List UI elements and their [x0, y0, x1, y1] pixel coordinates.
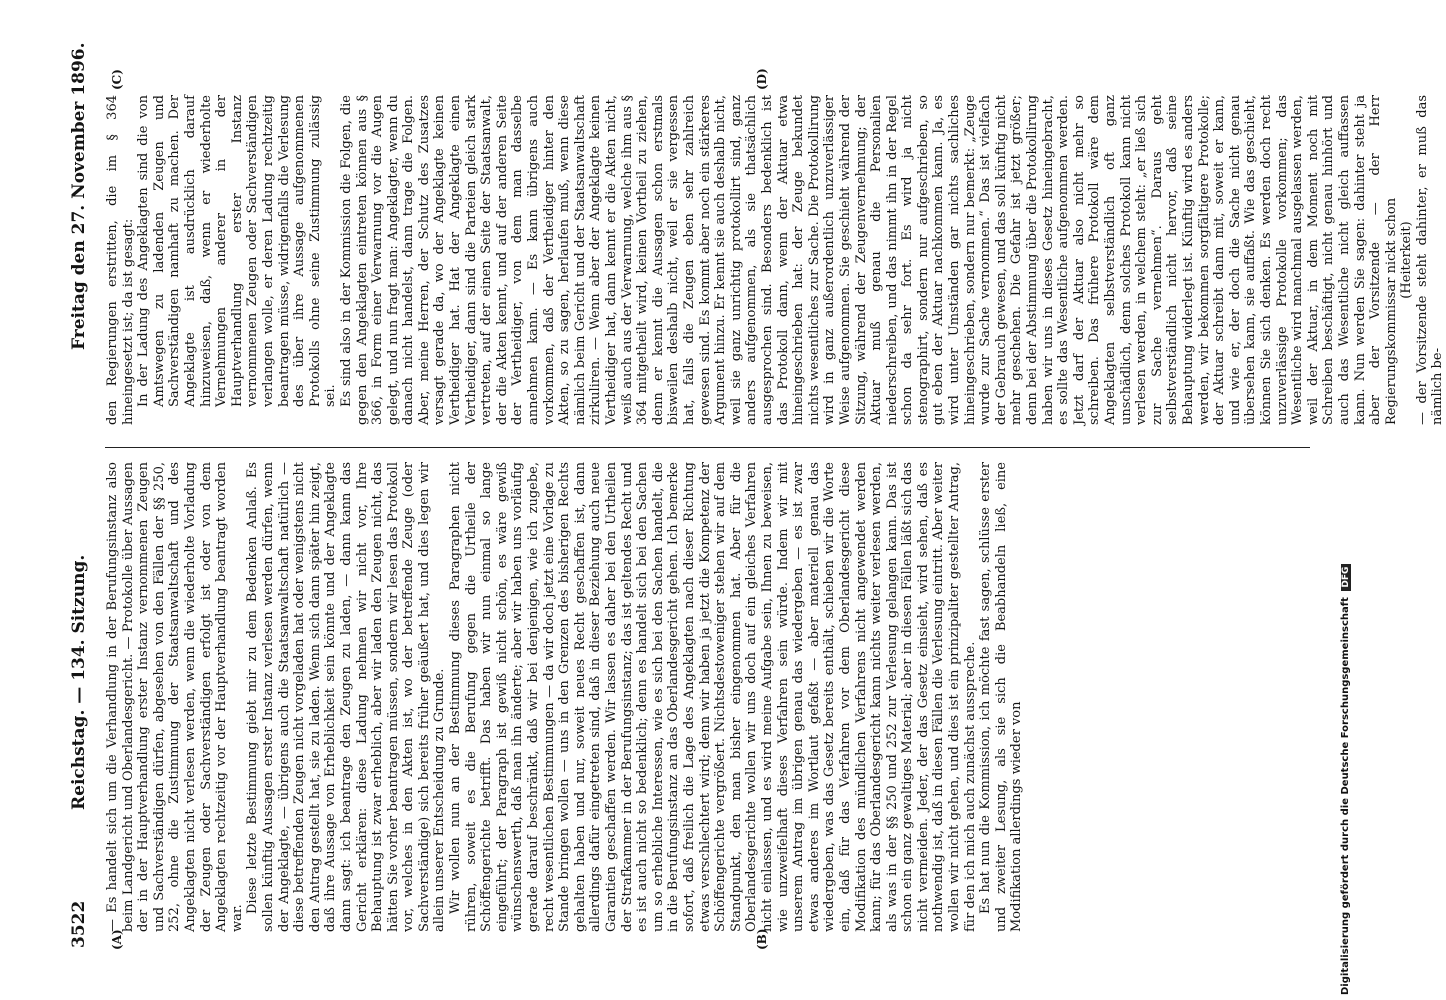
paragraph: Es hat nun die Kommission, ich möchte fast sagen, schlüsse erster und zweiter Lesung, als sie sich die Beabhandeln ließ, eine Modifikation allerdings wieder von: [978, 462, 1025, 932]
page-number: 3522: [69, 900, 89, 948]
margin-mark-c: (C): [110, 69, 124, 90]
left-column: [105, 462, 1310, 932]
margin-mark-a: (A): [110, 929, 124, 950]
paragraph: Diese letzte Bestimmung giebt mir zu dem Bedenken Anlaß. Es sollen künftig Aussagen erster Instanz verlesen werden dürfen, wenn der Angeklagte, — übrigens auch die Staatsanwaltschaft natürlich — diese betreffenden Zeugen nicht vorgeladen hat oder wenigstens nicht den Antrag gestellt hat, sie zu laden. Wenn sich dann später hin zeigt, daß ihre Aussage von Erheblichkeit sein könnte und der Angeklagte dann sagt: ich beantrage den Zeugen zu laden, — dann kann das Gericht erklären: diese Ladung nehmen wir nicht vor, Ihre Behauptung ist zwar erheblich, aber wir laden den Zeugen nicht, das hätten Sie vorher beantragen müssen, sondern wir lesen das Protokoll vor, welches in den Akten ist, wo der betreffende Zeuge (oder Sachverständige) sich bereits früher geäußert hat, und dies legen wir allein unserer Entscheidung zu Grunde.: [245, 462, 448, 932]
header-title: Reichstag. — 134. Sitzung.: [69, 554, 89, 810]
interjection: (Heiterkeit): [1399, 221, 1415, 299]
dfg-logo: DFG: [1341, 564, 1351, 591]
quoted-paragraph: In der Ladung des Angeklagten sind die von Amtswegen zu ladenden Zeugen und Sachverständigen namhaft zu machen. Der Angeklagte ist ausdrücklich darauf hinzuweisen, daß, wenn er wiederholte Vernehmungen anderer in der Hauptverhandlung erster Instanz vernommenen Zeugen oder Sachverständigen verlangen wolle, er deren Ladung rechtzeitig beantragen müsse, widrigenfalls die Verlesung des über ihre Aussage aufgenommenen Protokolls ohne seine Zustimmung zulässig sei.: [136, 95, 339, 407]
right-column: [105, 95, 1446, 425]
paragraph: — der Vorsitzende steht dahinter, er muß das nämlich be-: [1414, 95, 1446, 425]
column-divider: [105, 447, 1310, 448]
margin-mark-d: (D): [755, 68, 769, 90]
paragraph: Es sind also in der Kommission die Folgen, die gegen den Angeklagten eintreten können aus § 366, in Form einer Verwarnung vor die Augen gelegt, und nun fragt man: Angeklagter, wenn du danach nicht handelst, dann trage die Folgen. Aber, meine Herren, der Schutz des Zusatzes versagt gerade da, wo der Angeklagte keinen Vertheidiger hat. Hat der Angeklagte einen Vertheidiger, dann sind die Parteien gleich stark vertreten, auf der einen Seite der Staatsanwalt, der die Akten kennt, und auf der anderen Seite der Vertheidiger, von dem man dasselbe annehmen kann. — Es kann übrigens auch vorkommen, daß der Vertheidiger hinter den Akten, so zu sagen, herlaufen muß, wenn diese nämlich beim Gericht und der Staatsanwaltschaft zirkuliren. — Wenn aber der Angeklagte keinen Vertheidiger hat, dann kennt er die Akten nicht, weiß auch aus der Verwarnung, welche ihm aus § 364 mitgetheilt wird, keinen Vortheil zu ziehen, denn er kennt die Aussagen schon erstmals bisweilen deshalb nicht, weil er sie vergessen hat, falls die Zeugen eben sehr zahlreich gewesen sind. Es kommt aber noch ein stärkeres Argument hinzu. Er kennt sie auch deshalb nicht, weil sie ganz unrichtig protokollirt sind, ganz anders aufgenommen, als sie thatsächlich ausgesprochen sind. Besonders bedenklich ist das Protokoll dann, wenn der Aktuar etwa hineingeschrieben hat: der Zeuge bekundet nichts wesentliches zur Sache. Die Protokollirung wird in ganz außerordentlich unzuverlässiger Weise aufgenommen. Sie geschieht während der Sitzung, während der Zeugenvernehmung; der Aktuar muß genau die Personalien niederschreiben, und das nimmt ihn in der Regel schon da sehr fort. Es wird ja nicht stenographirt, sondern nur aufgeschrieben, so gut eben der Aktuar nachkommen kann. Ja, es wird unter Umständen gar nichts sachliches hineingeschrieben, sondern nur bemerkt: „Zeuge wurde zur Sache vernommen.“ Das ist vielfach der Gebrauch gewesen, und das soll künftig nicht mehr geschehen. Die Gefahr ist jetzt größer; denn bei der Abstimmung über die Protokollirung haben wir uns in dieses Gesetz hineingebracht, es sollte das Wesentliche aufgenommen werden. Jetzt darf der Aktuar also nicht mehr so schreiben. Das frühere Protokoll wäre dem Angeklagten selbstverständlich oft ganz unschädlich, denn solches Protokoll kann nicht verlesen werden, in welchem steht: „er ließ sich zur Sache vernehmen“. Daraus geht selbstverständlich nicht hervor, daß seine Behauptung widerlegt ist. Künftig wird es anders werden, wir bekommen sorgfältigere Protokolle; der Aktuar schreibt dann mit, soweit er kann, und wie er, der doch die Sache nicht genau übersehen kann, sie auffaßt. Wie das geschieht, können Sie sich denken. Es werden doch recht unzuverlässige Protokolle vorkommen; das Wesentliche wird manchmal ausgelassen werden, weil der Aktuar, in dem Moment noch mit Schreiben beschäftigt, nicht genau hinhört und auch das Wesentliche nicht gleich auffassen kann. Nun werden Sie sagen: dahinter steht ja aber der Vorsitzende — der Herr Regierungskommissar nickt schon: [338, 95, 1399, 425]
margin-mark-b: (B): [755, 928, 769, 950]
digitization-note: [1340, 564, 1351, 995]
paragraph: — Es handelt sich um die Verhandlung in der Berufungsinstanz also beim Landgericht und Oberlandesgericht. — Protokolle über Aussagen der in der Hauptverhandlung erster Instanz vernommenen Zeugen und Sachverständigen dürfen, abgesehen von den Fällen der §§ 250, 252, ohne die Zustimmung der Staatsanwaltschaft und des Angeklagten nicht verlesen werden, wenn die wiederholte Vorladung der Zeugen oder Sachverständigen erfolgt ist oder von dem Angeklagten rechtzeitig vor der Hauptverhandlung beantragt worden war.: [105, 462, 245, 932]
digitization-text: Digitalisierung gefördert durch die Deutsche Forschungsgemeinschaft: [1340, 597, 1351, 995]
paragraph: Wir wollen nun an der Bestimmung dieses Paragraphen nicht rühren, soweit es die Berufung gegen die Urtheile der Schöffengerichte betrifft. Das haben wir nun einmal so lange eingeführt; der Paragraph ist gewiß nicht schön, es wäre gewiß wünschenswerth, daß man ihn änderte; aber wir haben uns vorläufig gerade darauf beschränkt, daß wir bei denjenigen, wie ich zugebe, recht wesentlichen Bestimmungen — da wir doch jetzt eine Vorlage zu Stande bringen wollen — uns in den Grenzen des bisherigen Rechts gehalten haben und nur, soweit neues Recht geschaffen ist, dann allerdings dafür eingetreten sind, daß in dieser Beziehung auch neue Garantien geschaffen werden. Wir lassen es daher bei den Urtheilen der Strafkammer in der Berufungsinstanz; das ist geltendes Recht und es ist auch nicht so bedenklich; denn es handelt sich bei den Sachen um so erhebliche Interessen, wie es sich bei den Sachen handelt, die in die Berufungsinstanz an das Oberlandesgericht gehen. Ich bemerke sofort, daß freilich die Lage des Angeklagten nach dieser Richtung etwas verschlechtert wird; denn wir haben ja jetzt die Kompetenz der Schöffengerichte vergrößert. Nichtsdestoweniger stehen wir auf dem Standpunkt, den man bisher eingenommen hat. Aber für die Oberlandesgerichte wollen wir uns doch auf ein gleiches Verfahren nicht einlassen, und es wird meine Aufgabe sein, Ihnen zu beweisen, wie unzweifelhaft dieses Verfahren sein würde. Indem wir mit unserem Antrag im übrigen genau das wiedergeben — es ist zwar etwas anderes im Wortlaut gefaßt — aber materiell genau das wiedergeben, was das Gesetz bereits enthält, schieben wir die Worte ein, daß für das Verfahren vor dem Oberlandesgericht diese Modifikation des mündlichen Verfahrens nicht angewendet werden kann; für das Oberlandesgericht kann nichts weiter verlesen werden, als was in der §§ 250 und 252 zur Verlesung gelangen kann. Das ist schon ein ganz gewaltiges Material; aber in diesen Fällen läßt sich das nicht vermeiden. Jeder, der das Gesetz einsieht, wird sehen, daß es nothwendig ist, daß in diesen Fällen die Verlesung eintritt. Aber weiter wollen wir nicht gehen, und dies ist ein prinzipaliter gestellter Antrag, für den ich mich auch zunächst ausspreche.: [448, 462, 978, 932]
header-date: Freitag den 27. November 1896.: [69, 42, 89, 350]
paragraph: den Regierungen erstritten, die im § 364 hineingesetzt ist; da ist gesagt:: [105, 95, 136, 425]
page-header: [65, 42, 95, 950]
